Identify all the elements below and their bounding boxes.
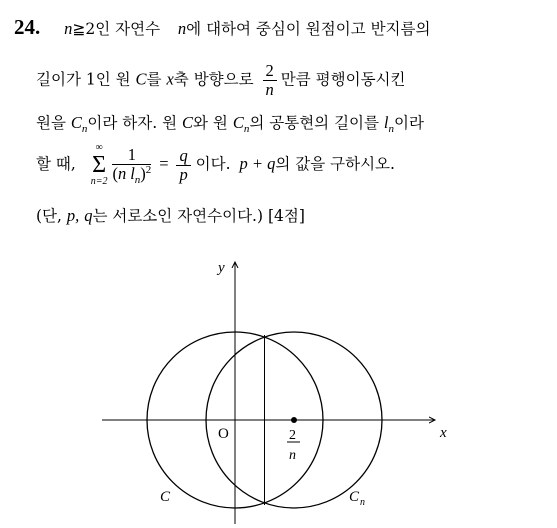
problem-text: 의 공통현의 길이를 <box>249 114 379 132</box>
y-axis-label: y <box>218 260 225 276</box>
problem-text: 를 <box>146 70 162 89</box>
problem-text: 원을 <box>36 114 66 132</box>
equals-sign: = <box>159 154 169 173</box>
problem-text: 길이가 1인 원 <box>36 70 131 89</box>
problem-text: 이라 하자. 원 <box>87 114 178 132</box>
var-q: q <box>84 206 93 225</box>
center-point-Cn <box>291 417 297 423</box>
summation: ∞ Σ n=2 <box>90 142 108 187</box>
problem-text: 이라 <box>394 114 424 132</box>
condition-note: 는 서로소인 자연수이다.) [4점] <box>92 207 305 225</box>
var-n: n <box>64 19 73 38</box>
var-l: l <box>383 113 389 132</box>
problem-text: 축 방향으로 <box>173 70 254 89</box>
var-p: p, <box>66 206 80 225</box>
problem-line-3: 원을 $C_n$이라 하자. 원 C와 원 $C_n$의 공통현의 길이를 $l_n$이라 <box>36 113 424 135</box>
problem-text: 와 원 <box>193 114 228 132</box>
fraction-q-over-p: $\frac{q}{p}$ <box>176 147 190 184</box>
problem-text: 만큼 평행이동시킨 <box>280 70 406 89</box>
condition-text: ≧2인 자연수 <box>72 20 161 38</box>
origin-label: O <box>218 426 229 442</box>
condition-note: (단, <box>36 207 62 225</box>
var-n: n <box>177 19 187 38</box>
circle-Cn-subscript: n <box>360 497 365 508</box>
expr-p-plus-q: p + q <box>239 154 276 173</box>
var-C: C <box>70 113 82 132</box>
var-C: C <box>182 113 194 132</box>
center-label-num: 2 <box>289 428 296 443</box>
var-C: C <box>232 113 244 132</box>
problem-text: 에 대하여 중심이 원점이고 반지름의 <box>186 20 431 38</box>
fraction-2-over-n: $\frac{2}{n}$ <box>263 62 277 99</box>
var-C: C <box>135 69 147 89</box>
circle-Cn-label: C <box>349 489 360 505</box>
x-axis-label: x <box>440 425 447 441</box>
problem-text: 이다. <box>195 155 231 173</box>
problem-text: 할 때, <box>36 155 76 173</box>
var-x: x <box>166 69 174 89</box>
circle-C-label: C <box>160 489 171 505</box>
problem-text: 의 값을 구하시오. <box>275 155 395 173</box>
problem-number: 24. <box>14 15 41 39</box>
fraction-1-over-nl-squared: $\frac{1}{(n l_n)^2}$ <box>112 144 152 186</box>
center-label-den: n <box>289 448 296 463</box>
